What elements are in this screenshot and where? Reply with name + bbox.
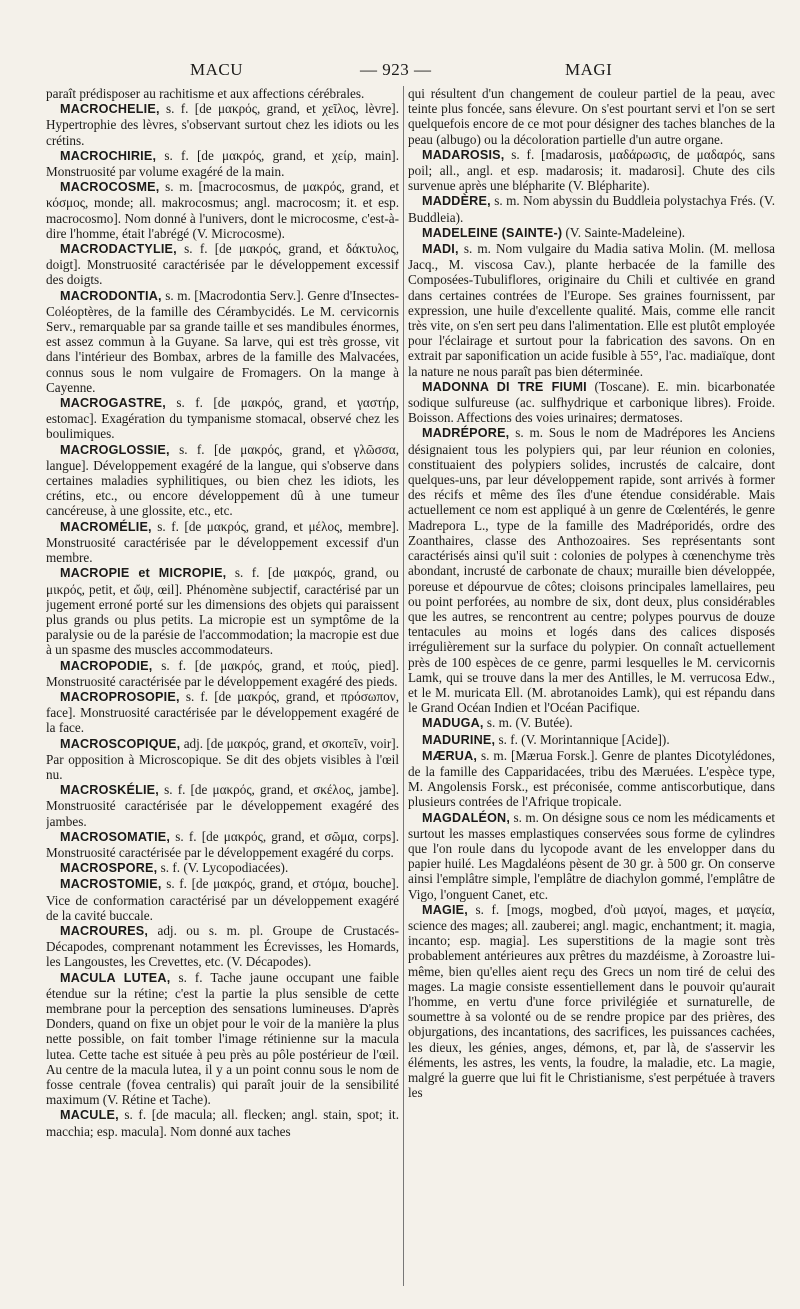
entry-headword: MACROSCOPIQUE, bbox=[60, 736, 181, 751]
entry-headword: MACROPROSOPIE, bbox=[60, 689, 180, 704]
entry-text: s. m. (V. Butée). bbox=[486, 715, 573, 731]
dictionary-entry bbox=[46, 923, 399, 970]
entry-text: s. f. (V. Lycopodiacées). bbox=[160, 860, 289, 876]
dictionary-entry bbox=[408, 810, 775, 902]
dictionary-entry bbox=[46, 860, 399, 876]
page-number: — 923 — bbox=[360, 60, 432, 79]
entry-text: (V. Sainte-Madeleine). bbox=[565, 224, 686, 240]
dictionary-entry bbox=[408, 715, 775, 731]
entry-text: s. f. [de μακρός, grand, et στόμα, bouche]. Vice de conformation caractérisé par un développement exagéré de la cavité buccale. bbox=[46, 876, 399, 923]
entry-headword: MADELEINE (SAINTE-) bbox=[422, 225, 563, 240]
entry-text: s. f. [de μακρός, grand, et σῶμα, corps]. Monstruosité caractérisée par le développement exagéré du corps. bbox=[46, 828, 399, 860]
dictionary-entry bbox=[408, 193, 775, 224]
entry-headword: MACROSTOMIE, bbox=[60, 877, 162, 892]
dictionary-entry bbox=[46, 658, 399, 689]
text-columns bbox=[46, 86, 776, 1296]
entry-text: s. f. Tache jaune occupant une faible étendue sur la rétine; c'est la partie la plus sensible de cette membrane pour la perception des sensations lumineuses. D'après Donders, quand on fixe un objet pour le voir de la manière la plus nette possible, on fait tomber l'image rétinienne sur la macula lutea. Cette tache est située à peu près au pôle postérieur de l'œil. Au centre de la macula lutea, il y a un point connu sous le nom de fosse centrale (fovea centralis) qui paraît jouir de la sensibilité maximum (V. Rétine et Tache). bbox=[46, 969, 399, 1108]
entry-headword: MACRODACTYLIE, bbox=[60, 242, 177, 257]
entry-headword: MADRÉPORE, bbox=[422, 426, 510, 441]
dictionary-entry bbox=[46, 101, 399, 148]
dictionary-entry bbox=[46, 442, 399, 519]
entry-text: s. f. [de μακρός, grand, et χείρ, main]. Monstruosité par volume exagéré de la main. bbox=[46, 147, 399, 180]
dictionary-entry bbox=[46, 970, 399, 1108]
dictionary-entry bbox=[408, 241, 775, 379]
dictionary-entry bbox=[408, 147, 775, 194]
entry-headword: MACRODONTIA, bbox=[60, 288, 162, 303]
entry-text: s. f. [de μακρός, grand, et χεῖλος, lèvre]. Hypertrophie des lèvres, s'observant surtout chez les idiots ou les crétins. bbox=[46, 101, 399, 148]
entry-headword: MACROCHELIE, bbox=[60, 102, 160, 117]
right-column bbox=[408, 86, 775, 1296]
dictionary-entry bbox=[46, 689, 399, 736]
left-column bbox=[46, 86, 399, 1296]
entry-headword: MADAROSIS, bbox=[422, 147, 505, 162]
dictionary-entry bbox=[46, 736, 399, 783]
dictionary-entry bbox=[46, 148, 399, 179]
entry-headword: MACROURES, bbox=[60, 923, 149, 938]
entry-text: s. m. Nom abyssin du Buddleia polystachya Frés. (V. Buddleia). bbox=[408, 193, 775, 225]
entry-headword: MACROCHIRIE, bbox=[60, 148, 157, 163]
entry-text: s. f. [de macula; all. flecken; angl. stain, spot; it. macchia; esp. macula]. Nom donné aux taches bbox=[46, 1107, 399, 1139]
entry-headword: MACROPIE et MICROPIE, bbox=[60, 566, 227, 581]
entry-text: s. f. [de μακρός, grand, et σκέλος, jambe]. Monstruosité caractérisée par le développement exagéré des jambes. bbox=[46, 782, 399, 829]
entry-text: adj. [de μακρός, grand, et σκοπεῖν, voir]. Par opposition à Microscopique. Se dit des objets visibles à l'œil nu. bbox=[46, 735, 399, 782]
entry-text: s. f. [de μακρός, grand, et μέλος, membre]. Monstruosité caractérisée par le développement excessif d'un membre. bbox=[46, 518, 399, 566]
entry-headword: MACROMÉLIE, bbox=[60, 519, 152, 534]
entry-text: adj. ou s. m. pl. Groupe de Crustacés-Décapodes, comprenant notamment les Écrevisses, les Homards, les Langoustes, les Crevettes, etc. (V. Décapodes). bbox=[46, 922, 399, 970]
entry-text: s. f. [de μακρός, grand, et πούς, pied]. Monstruosité caractérisée par le développement exagéré des pieds. bbox=[46, 657, 399, 689]
entry-headword: MACROGLOSSIE, bbox=[60, 442, 170, 457]
dictionary-entry bbox=[46, 179, 399, 241]
entry-text: s. f. [mogs, mogbed, d'où μαγοί, mages, et μαγεία, science des mages; all. zauberei; angl. magic, enchantment; it. magia, incanto; esp. magia]. Les superstitions de la magie sont très probablement antérieures aux prêtres du mazdéisme, à Zoroastre lui-même, bien qu'elles aient reçu des Grecs un nom tiré de celui des mages. La magie consiste essentiellement dans le pouvoir qu'aurait l'homme, en vertu d'une force privilégiée et surnaturelle, de soumettre à sa volonté ou de se rendre propice par des prières, des objurgations, des incantations, des sacrifices, les puissances cachées, les dieux, les génies, anges, démons, et, par là, de s'asservir les éléments, les astres, les vents, la foudre, la maladie, etc. La magie, malgré la guerre que lui fit le Christianisme, s'est perpétuée à travers les bbox=[408, 901, 775, 1101]
entry-headword: MAGIE, bbox=[422, 902, 468, 917]
dictionary-entry bbox=[46, 241, 399, 288]
entry-headword: MACROCOSME, bbox=[60, 180, 160, 195]
dictionary-entry bbox=[408, 425, 775, 715]
dictionary-entry bbox=[46, 288, 399, 395]
entry-text: s. f. [de μακρός, grand, et γαστήρ, estomac]. Exagération du tympanisme stomacal, observé chez les boulimiques. bbox=[46, 395, 399, 442]
column-divider bbox=[403, 86, 404, 1286]
entry-headword: MADDÈRE, bbox=[422, 194, 491, 209]
entry-headword: MADUGA, bbox=[422, 716, 484, 731]
header-left-guideword: MACU bbox=[190, 60, 244, 79]
entry-text: s. f. [de μακρός, grand, et πρόσωπον, face]. Monstruosité caractérisée par le développement exagéré de la face. bbox=[46, 688, 399, 736]
entry-text: s. m. [Macrodontia Serv.]. Genre d'Insectes-Coléoptères, de la famille des Cérambycidés. Le M. cervicornis Serv., remarquable par sa grande taille et ses mandibules énormes, est assez commun à la Guyane. Sa larve, qui est très grosse, vit dans l'intérieur des Bombax, arbres de la famille des Malvacées, connus sous le nom vulgaire de Fromagers. On la mange à Cayenne. bbox=[46, 287, 399, 395]
entry-headword: MADONNA DI TRE FIUMI bbox=[422, 379, 587, 394]
entry-text: s. f. (V. Morintannique [Acide]). bbox=[498, 731, 670, 747]
entry-text: s. f. [de μακρός, grand, et δάκτυλος, doigt]. Monstruosité caractérisée par le développement excessif des doigts. bbox=[46, 241, 399, 288]
entry-headword: MACROSOMATIE, bbox=[60, 829, 171, 844]
header-right-guideword: MAGI bbox=[565, 60, 613, 79]
entry-headword: MACULA LUTEA, bbox=[60, 970, 171, 985]
dictionary-entry bbox=[46, 519, 399, 566]
entry-text: s. m. [macrocosmus, de μακρός, grand, et κόσμος, monde; all. makrocosmus; angl. macrocosm; it. et esp. macrocosmo]. Nom donné à l'univers, dont le microcosme, c'est-à-dire l'homme, était l'abrégé (V. Microcosme). bbox=[46, 179, 399, 241]
entry-text: s. f. [madarosis, μαδάρωσις, de μαδαρός, sans poil; all., angl. et esp. madarosis; it. madarosi]. Chute des cils survenue après une blépharite (V. Blépharite). bbox=[408, 146, 775, 194]
entry-text: s. m. Nom vulgaire du Madia sativa Molin. (M. mellosa Jacq., M. viscosa Cav.), plante herbacée de la famille des Composées-Tubuliflores, originaire du Chili et cultivée en grand dans certaines contrées de l'Europe. Ses graines fournissent, par expression, une huile d'excellente qualité. Mais, comme elle rancit très vite, on s'en sert peu dans l'alimentation. Elle est plutôt employée pour l'éclairage et surtout pour la fabrication des savons. On en extrait par saponification un acide fusible à 55°, l'ac. madiaïque, dont la nature ne nous paraît pas bien déterminée. bbox=[408, 241, 775, 379]
dictionary-entry bbox=[46, 565, 399, 657]
entry-headword: MACROSKÉLIE, bbox=[60, 783, 159, 798]
dictionary-entry bbox=[46, 876, 399, 923]
entry-text: s. f. [de μακρός, grand, et γλῶσσα, langue]. Développement exagéré de la langue, qui s'observe dans certaines maladies syphilitiques, ou bien chez les idiots, les crétins, etc., ou encore développement dû à une tumeur cancéreuse, à une glossite, etc., etc. bbox=[46, 441, 399, 519]
entry-headword: MACULE, bbox=[60, 1108, 119, 1123]
entry-headword: MÆRUA, bbox=[422, 748, 478, 763]
dictionary-entry bbox=[408, 225, 775, 241]
entry-text: s. m. Sous le nom de Madrépores les Anciens désignaient tous les polypiers qui, par leur réunion en colonies, constituaient des polypiers solides, incrustés de calcaire, dont quelques-uns, par leur développement rapide, sont arrivés à former des récifs et même des îles d'une étendue considérable. Mais actuellement ce nom est appliqué à un genre de Cœlentérés, le genre Madrepora L., type de la famille des Madréporidés, ordre des Zoanthaires, classe des Anthozoaires. Ses représentants sont caractérisés ainsi qu'il suit : colonies de polypes à cœnenchyme très abondant, incrusté de carbonate de chaux; muraille bien développée, poreuse et dépourvue de côtes; cloisons principales lamellaires, peu ou point perforées, au nombre de six, dont deux, plus considérables que les autres, se rencontrent au centre; polypes pourvus de douze tentacules au moins et logés dans des calices disposés irrégulièrement sur la surface du polypier. On connaît actuellement près de 100 espèces de ce genre, parmi lesquelles le M. cervicornis Lamk, qui se trouve dans la mer des Antilles, le M. verrucosa Edw., et le M. muricata Ell. (M. abrotanoides Lamk), qui est répandu dans le Grand Océan Indien et l'Océan Pacifique. bbox=[408, 425, 775, 716]
page-header bbox=[0, 60, 800, 82]
dictionary-entry bbox=[46, 395, 399, 442]
entry-headword: MADURINE, bbox=[422, 732, 496, 747]
entry-headword: MACROPODIE, bbox=[60, 658, 153, 673]
dictionary-entry bbox=[46, 1107, 399, 1138]
entry-headword: MADI, bbox=[422, 242, 459, 257]
dictionary-entry bbox=[46, 829, 399, 860]
entry-text: (Toscane). E. min. bicarbonatée sodique sulfureuse (ac. sulfhydrique et carbonique libres). Froide. Boisson. Affections des voies urinaires; dermatoses. bbox=[408, 378, 775, 426]
dictionary-entry bbox=[408, 902, 775, 1101]
dictionary-entry bbox=[46, 782, 399, 829]
entry-text: s. f. [de μακρός, grand, ou μικρός, petit, et ὤψ, œil]. Phénomène subjectif, caractérisé par un jugement erroné porté sur les dimensions des objets qui paraissent plus grands ou plus petits. La micropie est un symptôme de la paralysie ou de la parésie de l'accommodation; la macropie est due à un spasme des muscles accommodateurs. bbox=[46, 565, 399, 658]
dictionary-entry bbox=[408, 86, 775, 147]
dictionary-entry bbox=[408, 732, 775, 748]
dictionary-entry bbox=[408, 748, 775, 810]
entry-headword: MACROSPORE, bbox=[60, 861, 158, 876]
entry-text: qui résultent d'un changement de couleur partiel de la peau, avec teinte plus foncée, sans élevure. On s'est pourtant servi et l'on se sert quelquefois encore de ce mot pour désigner des taches blanches de la peau (albugo) ou la décoloration partielle d'un autre organe. bbox=[408, 86, 775, 147]
dictionary-entry bbox=[408, 379, 775, 426]
entry-headword: MACROGASTRE, bbox=[60, 396, 166, 411]
entry-text: s. m. [Mærua Forsk.]. Genre de plantes Dicotylédones, de la famille des Capparidacées, tribu des Mæruées. L'espèce type, M. Angolensis Forsk., est préconisée, comme antiscorbutique, dans plusieurs contrées de l'Afrique tropicale. bbox=[408, 747, 775, 810]
dictionary-entry bbox=[46, 86, 399, 101]
entry-headword: MAGDALÉON, bbox=[422, 810, 511, 825]
entry-text: paraît prédisposer au rachitisme et aux affections cérébrales. bbox=[46, 86, 365, 101]
entry-text: s. m. On désigne sous ce nom les médicaments et surtout les masses emplastiques conservées sous forme de cylindres que l'on roule dans du lycopode avant de les envelopper dans du papier huilé. Les Magdaléons pèsent de 30 gr. à 500 gr. On conserve ainsi l'emplâtre simple, l'emplâtre de diachylon gommé, l'emplâtre de Vigo, l'onguent Canet, etc. bbox=[408, 809, 775, 902]
